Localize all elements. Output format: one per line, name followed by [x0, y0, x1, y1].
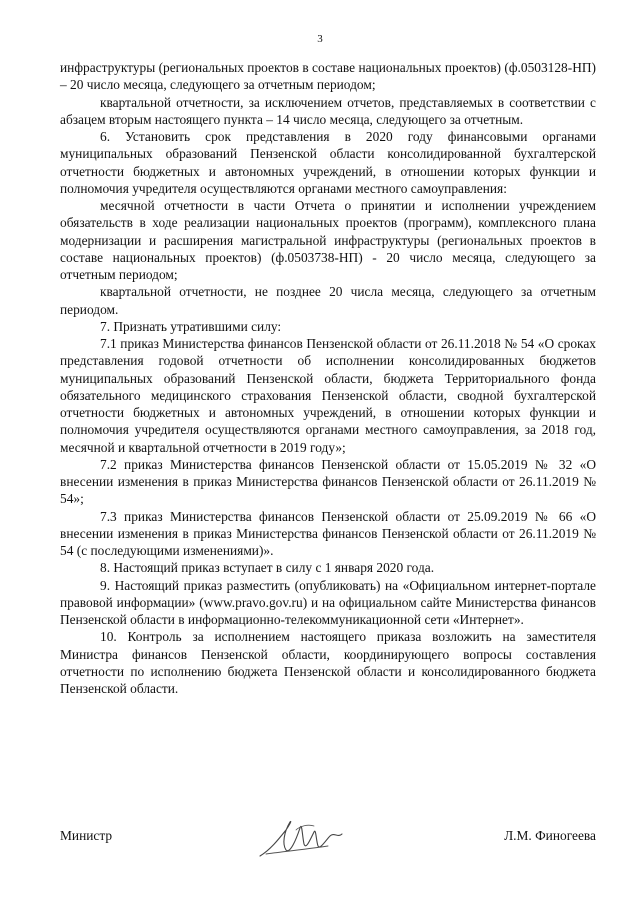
paragraph: инфраструктуры (региональных проектов в составе национальных проектов) (ф.0503128-НП) – 20 число месяца, следующего за отчетным периодом; [60, 60, 596, 93]
paragraph: 7.1 приказ Министерства финансов Пензенской области от 26.11.2018 № 54 «О сроках представления годовой отчетности об исполнении консолидированных бюджетов муниципальных образований Пензенской области, бюджета Территориального фонда обязательного медицинского страхования Пензенской области, сводной бухгалтерской отчетности бюджетных и автономных учреждений, в отношении которых функции и полномочия учредителя осуществляются органами местного самоуправления, за 2018 год, месячной и квартальной отчетности в 2019 году»; [60, 336, 596, 455]
paragraph: 6. Установить срок представления в 2020 году финансовыми органами муниципальных образований Пензенской области консолидированной бухгалтерской отчетности бюджетных и автономных учреждений, в отношении которых функции и полномочия учредителя осуществляются органами местного самоуправления: [60, 129, 596, 196]
signatory-name: Л.М. Финогеева [504, 828, 596, 843]
paragraph: 8. Настоящий приказ вступает в силу с 1 января 2020 года. [100, 560, 435, 576]
paragraph: 10. Контроль за исполнением настоящего приказа возложить на заместителя Министра финансов Пензенской области, координирующего вопросы составления отчетности по исполнению бюджета Пензенской области и консолидированного бюджета Пензенской области. [60, 629, 596, 696]
paragraph: квартальной отчетности, за исключением отчетов, представляемых в соответствии с абзацем вторым настоящего пункта – 14 число месяца, следующего за отчетным. [60, 94, 596, 127]
paragraph: 7. Признать утратившими силу: [100, 318, 282, 334]
paragraph: 7.2 приказ Министерства финансов Пензенской области от 15.05.2019 № 32 «О внесении изменения в приказ Министерства финансов Пензенской области от 26.11.2019 № 54»; [60, 456, 596, 507]
page-number: 3 [317, 33, 323, 45]
paragraph: квартальной отчетности, не позднее 20 числа месяца, следующего за отчетным периодом. [60, 284, 596, 317]
paragraph: 7.3 приказ Министерства финансов Пензенской области от 25.09.2019 № 66 «О внесении изменения в приказ Министерства финансов Пензенской области от 26.11.2019 № 54 (с последующими изменениями)». [60, 508, 596, 558]
handwritten-signature-icon [256, 810, 346, 866]
signatory-title: Министр [60, 828, 113, 843]
paragraph: месячной отчетности в части Отчета о принятии и исполнении учреждением обязательств в ходе реализации национальных проектов (программ), комплексного плана модернизации и расширения магистральной инфраструктуры (региональных проектов в составе национальных проектов) (ф.0503738-НП) - 20 число месяца, следующего за отчетным периодом; [60, 198, 596, 282]
paragraph: 9. Настоящий приказ разместить (опубликовать) на «Официальном интернет-портале правовой информации» (www.pravo.gov.ru) и на официальном сайте Министерства финансов Пензенской области в информационно-телекоммуникационной сети «Интернет». [60, 577, 596, 627]
signature-block [60, 822, 596, 862]
document-body [60, 59, 596, 697]
